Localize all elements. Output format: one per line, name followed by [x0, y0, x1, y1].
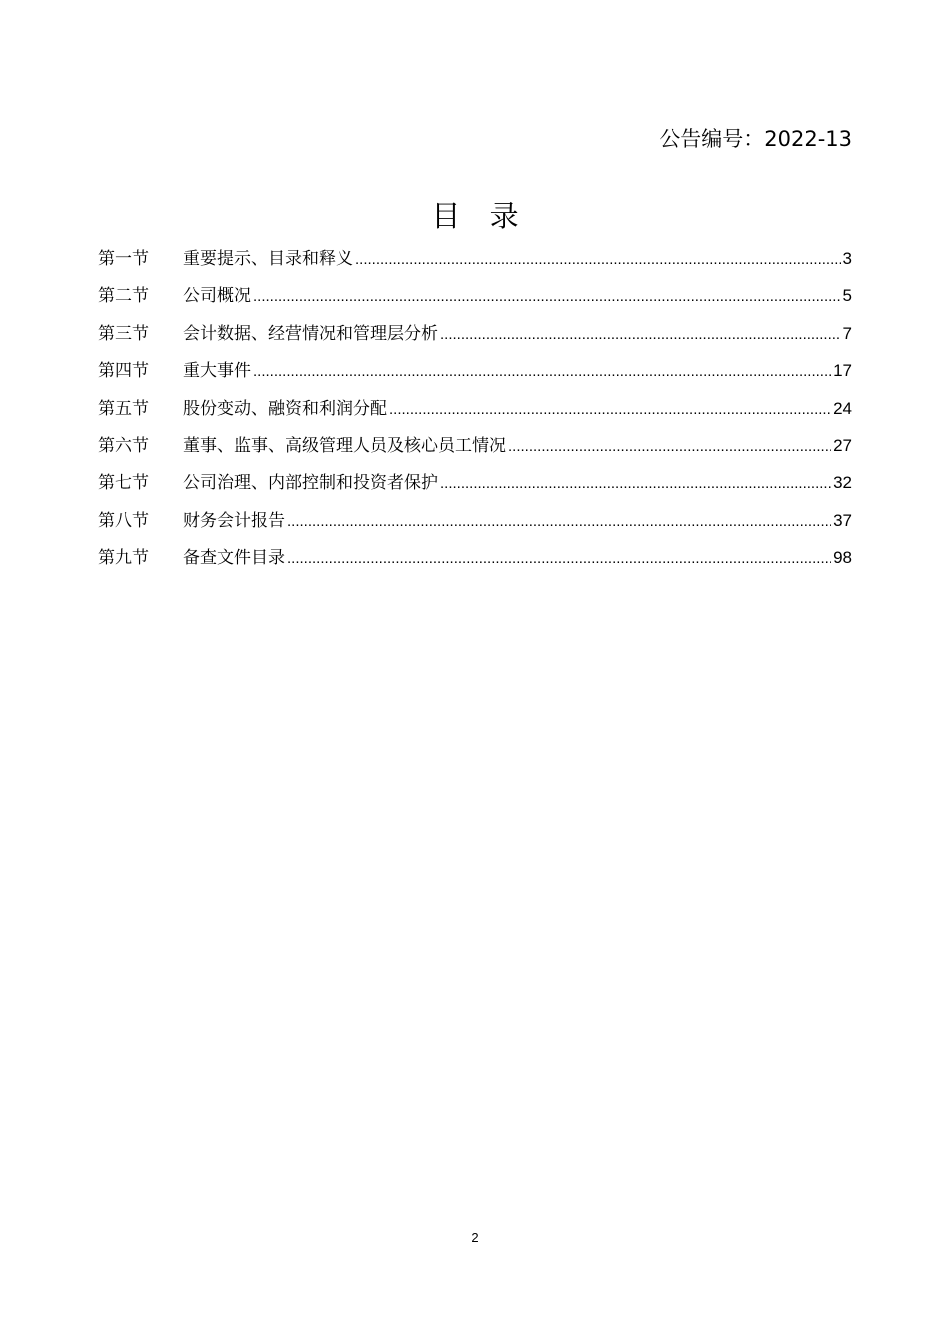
toc-entry-3[interactable]	[98, 319, 852, 356]
toc-entry-9[interactable]	[98, 543, 852, 580]
toc-section-title: 重大事件	[183, 361, 251, 382]
toc-section-title: 备查文件目录	[183, 548, 285, 569]
toc-section-number: 第一节	[98, 249, 149, 269]
toc-entry-7[interactable]	[98, 468, 852, 505]
toc-entry-4[interactable]	[98, 356, 852, 393]
toc-page-number: 98	[833, 548, 852, 568]
toc-section-title: 财务会计报告	[183, 510, 285, 531]
toc-page-number: 7	[842, 323, 852, 343]
toc-section-number: 第五节	[98, 398, 149, 419]
toc-dot-leader	[253, 282, 841, 312]
toc-page-number: 3	[842, 249, 852, 268]
toc-section-number: 第八节	[98, 510, 149, 531]
toc-dot-leader	[389, 395, 831, 425]
toc-entry-5[interactable]	[98, 394, 852, 431]
toc-dot-leader	[440, 469, 831, 499]
toc-section-title: 会计数据、经营情况和管理层分析	[183, 323, 438, 344]
page-title: 目 录	[431, 199, 529, 233]
toc-section-title: 公司治理、内部控制和投资者保护	[183, 473, 438, 494]
toc-page-number: 5	[842, 286, 852, 306]
toc-entry-1[interactable]	[98, 244, 852, 281]
toc-page-number: 32	[833, 473, 852, 493]
toc-page-number: 17	[833, 361, 852, 381]
toc-section-number: 第四节	[98, 361, 149, 382]
toc-dot-leader	[440, 320, 841, 350]
toc-dot-leader	[355, 245, 841, 275]
toc-section-title: 股份变动、融资和利润分配	[183, 398, 387, 419]
toc-entry-2[interactable]	[98, 281, 852, 318]
toc-entry-6[interactable]	[98, 431, 852, 468]
toc-section-number: 第九节	[98, 548, 149, 569]
toc-page-number: 37	[833, 510, 852, 530]
toc-dot-leader	[508, 432, 831, 462]
toc-section-number: 第三节	[98, 323, 149, 344]
toc-section-title: 重要提示、目录和释义	[183, 249, 353, 269]
toc-dot-leader	[253, 357, 831, 387]
page-number: 2	[471, 1230, 479, 1245]
toc-section-number: 第七节	[98, 473, 149, 494]
toc-entry-8[interactable]	[98, 506, 852, 543]
toc-page-number: 27	[833, 435, 852, 455]
announcement-number: 公告编号：2022-13	[659, 127, 852, 151]
table-of-contents	[98, 244, 852, 581]
toc-section-number: 第六节	[98, 435, 149, 456]
toc-page-number: 24	[833, 398, 852, 418]
toc-section-title: 董事、监事、高级管理人员及核心员工情况	[183, 435, 506, 456]
toc-dot-leader	[287, 544, 831, 574]
toc-section-number: 第二节	[98, 286, 149, 307]
toc-section-title: 公司概况	[183, 286, 251, 307]
toc-dot-leader	[287, 507, 831, 537]
